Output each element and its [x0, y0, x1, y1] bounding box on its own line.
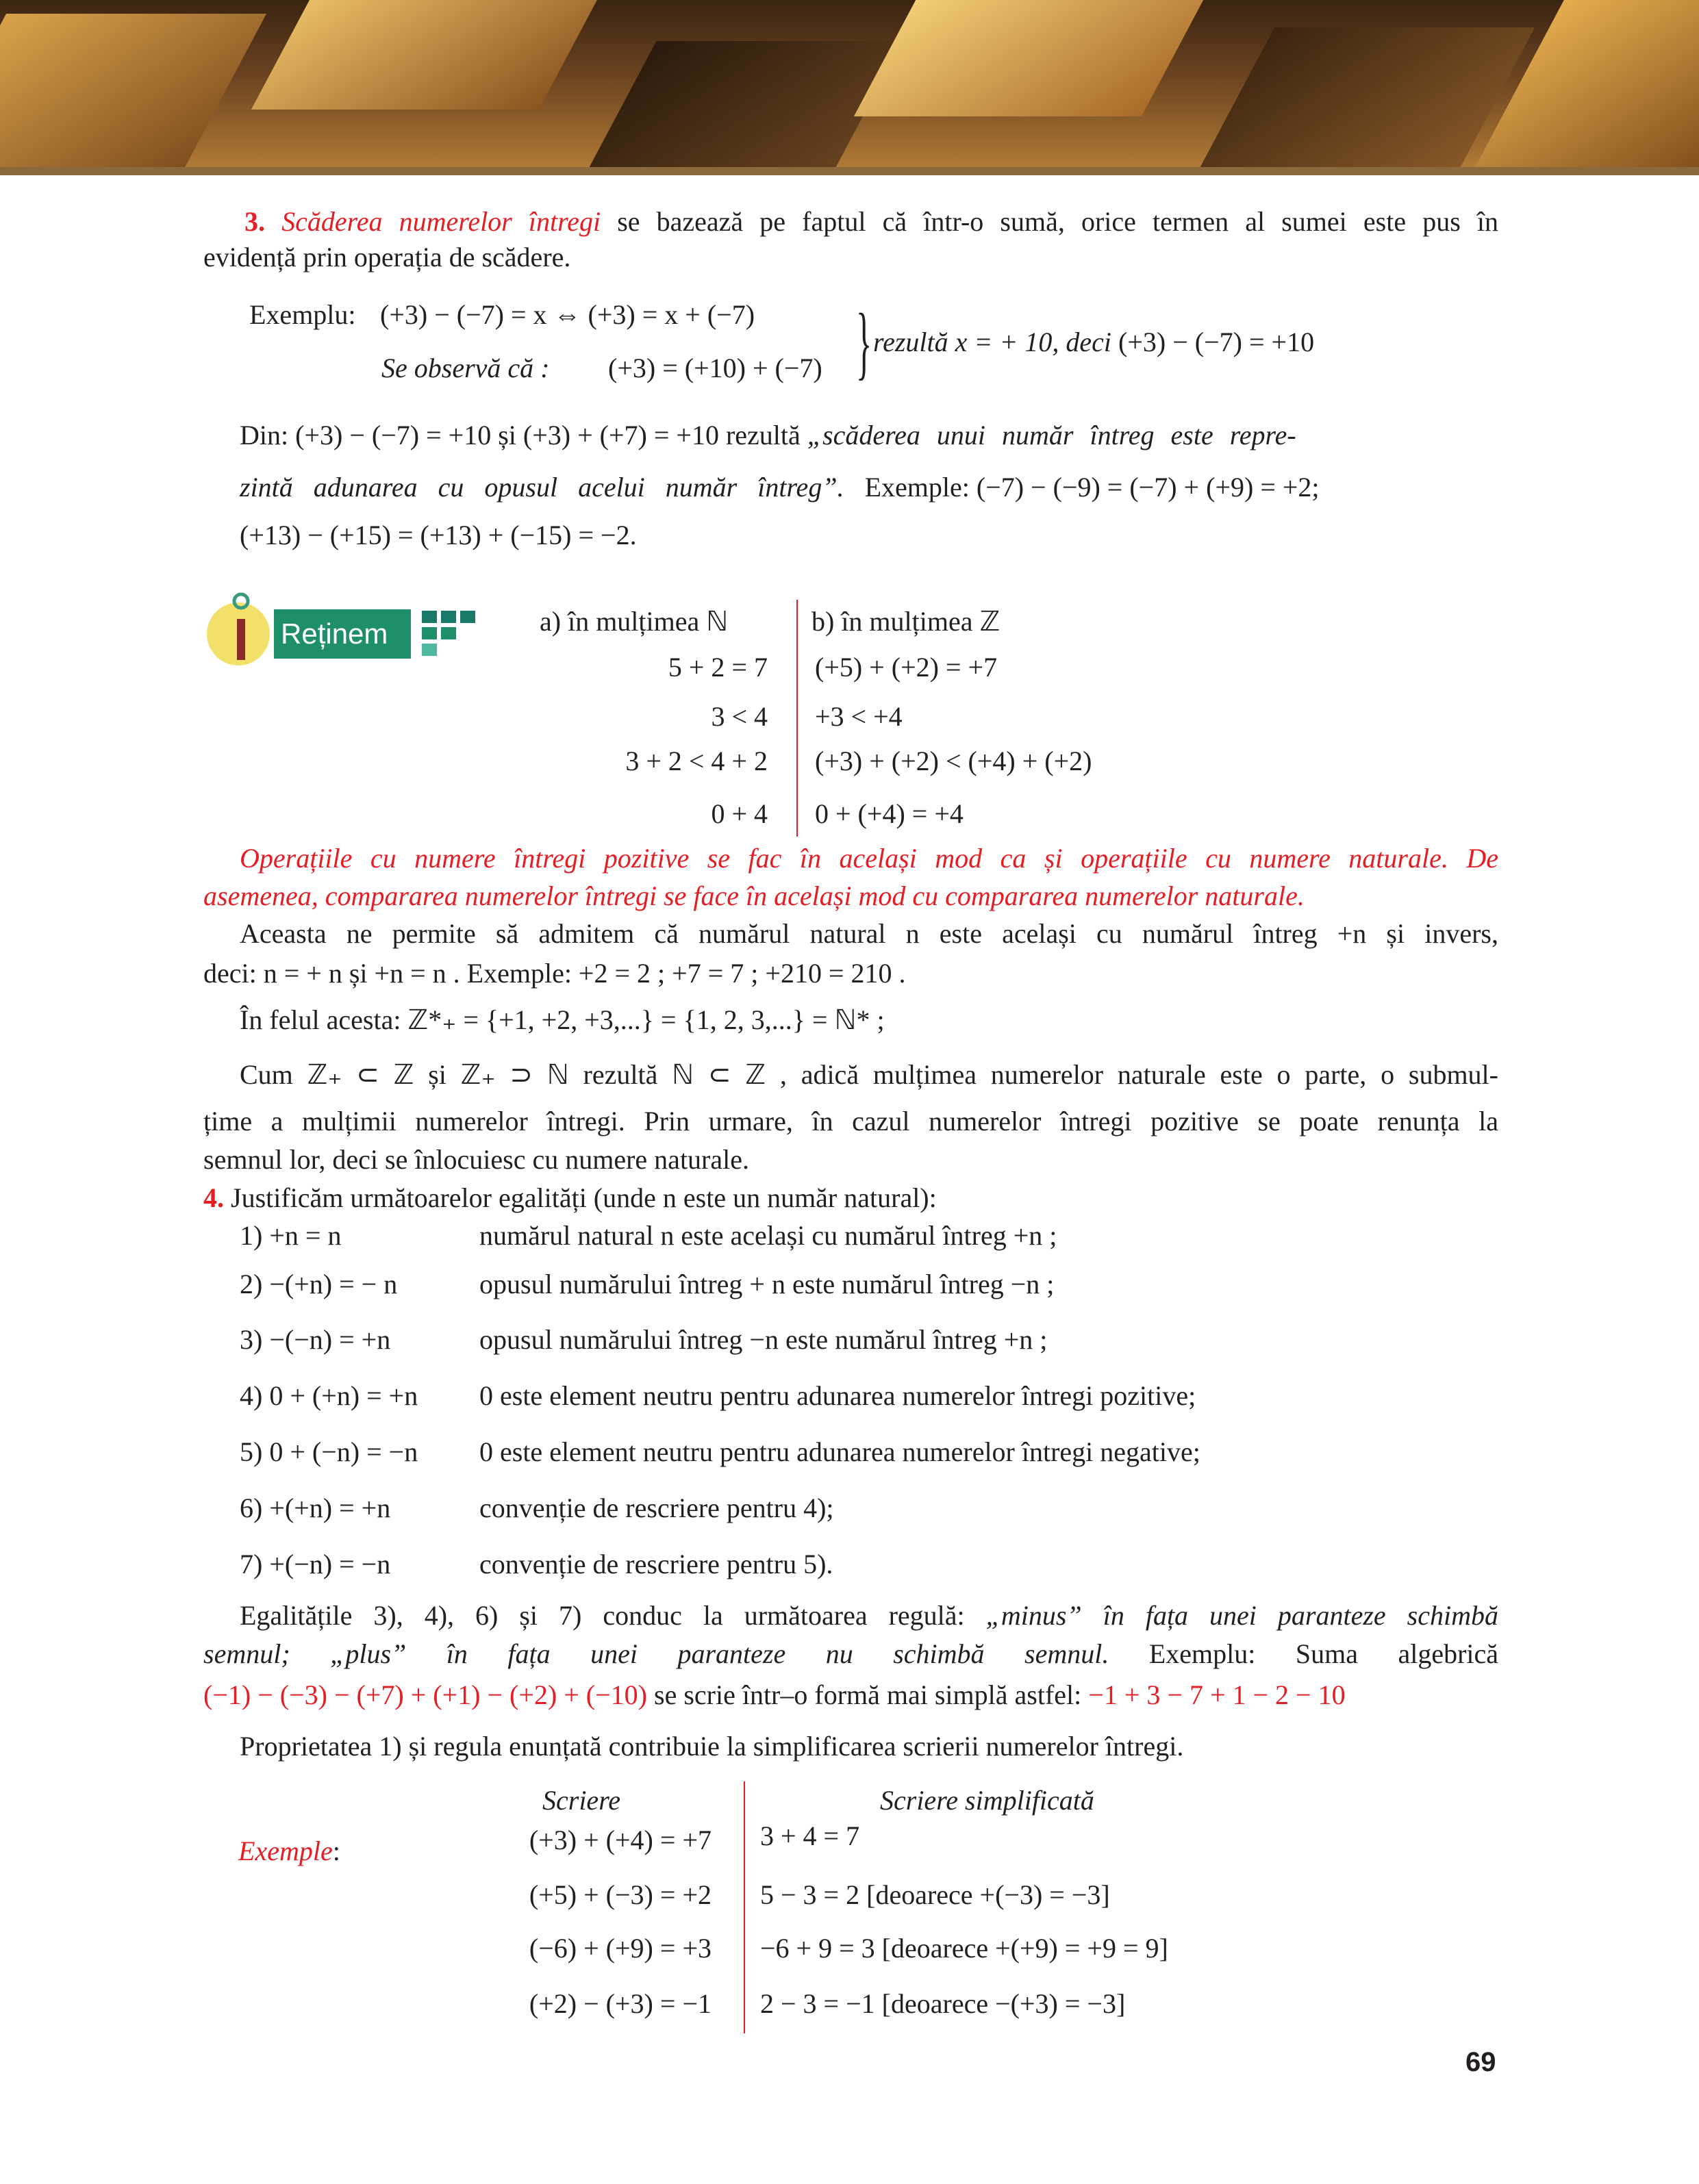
example-row-simplified: 5 − 3 = 2 [deoarece +(−3) = −3]: [760, 1879, 1110, 1910]
rule-line3: (−1) − (−3) − (+7) + (+1) − (+2) + (−10) se scrie într–o formă mai simplă astfel: −1 + 3 − 7 + 1 − 2 − 10: [203, 1679, 1346, 1710]
eq: 2) −(+n) = − n: [240, 1269, 398, 1299]
example-row-writing: (+5) + (−3) = +2: [529, 1879, 712, 1910]
rule-line4: Proprietatea 1) și regula enunțată contribuie la simplificarea scrierii numerelor întregi.: [240, 1731, 1184, 1762]
examples-divider: [744, 1781, 745, 2033]
example-row-simplified: 2 − 3 = −1 [deoarece −(+3) = −3]: [760, 1988, 1126, 2019]
example-row-simplified: −6 + 9 = 3 [deoarece +(+9) = +9 = 9]: [760, 1933, 1168, 1964]
eq: 1) +n = n: [240, 1220, 342, 1251]
red-note-line2: asemenea, compararea numerelor întregi se face în același mod cu compararea numerelor naturale.: [203, 880, 1305, 911]
rule-line2: semnul; „plus” în fața unei paranteze nu schimbă semnul. Exemplu: Suma algebrică: [203, 1638, 1499, 1669]
eq-explanation: convenție de rescriere pentru 4);: [479, 1493, 834, 1523]
retinem-a-row: 3 < 4: [711, 701, 768, 732]
retinem-logo: [205, 592, 479, 667]
retinem-divider: [796, 600, 798, 837]
eq-explanation: opusul numărului întreg + n este numărul întreg −n ;: [479, 1269, 1055, 1299]
examples-header-simplified: Scriere simplificată: [880, 1785, 1094, 1816]
page-number: 69: [1465, 2047, 1496, 2077]
retinem-col-a-head: a) în mulțimea ℕ: [540, 606, 729, 637]
header-divider: [0, 167, 1699, 175]
example-result: rezultă x = + 10, deci (+3) − (−7) = +10: [873, 327, 1315, 357]
eq-explanation: numărul natural n este același cu numărul întreg +n ;: [479, 1220, 1057, 1251]
example-row-simplified: 3 + 4 = 7: [760, 1820, 860, 1851]
example-observe: Se observă că :: [381, 353, 550, 383]
example-eq2: (+3) = (+10) + (−7): [608, 353, 822, 383]
rule-line1: Egalitățile 3), 4), 6) și 7) conduc la următoarea regulă: „minus” în fața unei paranteze schimbă: [240, 1600, 1498, 1631]
retinem-b-row: +3 < +4: [815, 701, 903, 732]
eq: 3) −(−n) = +n: [240, 1324, 391, 1355]
eq: 6) +(+n) = +n: [240, 1493, 391, 1523]
brace: }: [856, 296, 872, 388]
para-line6: semnul lor, deci se înlocuiesc cu numere naturale.: [203, 1144, 749, 1175]
para-line5: țime a mulțimii numerelor întregi. Prin urmare, în cazul numerelor întregi pozitive se poate renunța la: [203, 1106, 1498, 1137]
para-line4: Cum ℤ₊ ⊂ ℤ și ℤ₊ ⊃ ℕ rezultă ℕ ⊂ ℤ , adică mulțimea numerelor naturale este o parte, o submul-: [240, 1059, 1498, 1090]
retinem-b-row: 0 + (+4) = +4: [815, 798, 964, 829]
retinem-a-row: 5 + 2 = 7: [668, 652, 768, 683]
example-row-writing: (+2) − (+3) = −1: [529, 1988, 712, 2019]
eq-explanation: opusul numărului întreg −n este numărul întreg +n ;: [479, 1324, 1048, 1355]
eq: 4) 0 + (+n) = +n: [240, 1380, 418, 1411]
section4-title: 4. Justificăm următoarelor egalități (unde n este un număr natural):: [203, 1182, 937, 1213]
section3-line1: 3. Scăderea numerelor întregi se bazează pe faptul că într-o sumă, orice termen al sumei este pus în: [244, 206, 1498, 237]
examples-label: Exemple:: [238, 1836, 340, 1866]
examples-header-writing: Scriere: [542, 1785, 621, 1816]
eq-explanation: convenție de rescriere pentru 5).: [479, 1549, 833, 1579]
red-note-line1: Operațiile cu numere întregi pozitive se fac în același mod ca și operațiile cu numere naturale. De: [240, 843, 1498, 874]
eq: 5) 0 + (−n) = −n: [240, 1436, 418, 1467]
example-label: Exemplu:: [249, 299, 356, 330]
retinem-col-b-head: b) în mulțimea ℤ: [811, 606, 1000, 637]
retinem-a-row: 0 + 4: [711, 798, 768, 829]
example-row-writing: (−6) + (+9) = +3: [529, 1933, 712, 1964]
eq-explanation: 0 este element neutru pentru adunarea numerelor întregi negative;: [479, 1436, 1200, 1467]
example-eq1: (+3) − (−7) = x ⇔ (+3) = x + (−7): [380, 299, 755, 330]
eq: 7) +(−n) = −n: [240, 1549, 391, 1579]
din-line1: Din: (+3) − (−7) = +10 și (+3) + (+7) = +10 rezultă „scăderea unui număr întreg este repre-: [240, 420, 1296, 450]
para-line3: În felul acesta: ℤ*₊ = {+1, +2, +3,...} = {1, 2, 3,...} = ℕ* ;: [240, 1004, 885, 1035]
para-line1: Aceasta ne permite să admitem că numărul natural n este același cu numărul întreg +n și invers,: [240, 918, 1498, 949]
header-image: [0, 0, 1699, 167]
retinem-b-row: (+5) + (+2) = +7: [815, 652, 998, 683]
section3-line2: evidență prin operația de scădere.: [203, 242, 571, 272]
retinem-a-row: 3 + 2 < 4 + 2: [625, 746, 768, 776]
para-line2: deci: n = + n și +n = n . Exemple: +2 = 2 ; +7 = 7 ; +210 = 210 .: [203, 958, 906, 989]
retinem-b-row: (+3) + (+2) < (+4) + (+2): [815, 746, 1092, 776]
retinem-logo-text: Reținem: [281, 618, 388, 650]
eq-explanation: 0 este element neutru pentru adunarea numerelor întregi pozitive;: [479, 1380, 1196, 1411]
example-row-writing: (+3) + (+4) = +7: [529, 1825, 712, 1855]
din-line2: zintă adunarea cu opusul acelui număr întreg”. Exemple: (−7) − (−9) = (−7) + (+9) = +2;: [240, 472, 1320, 503]
din-line3: (+13) − (+15) = (+13) + (−15) = −2.: [240, 520, 637, 550]
